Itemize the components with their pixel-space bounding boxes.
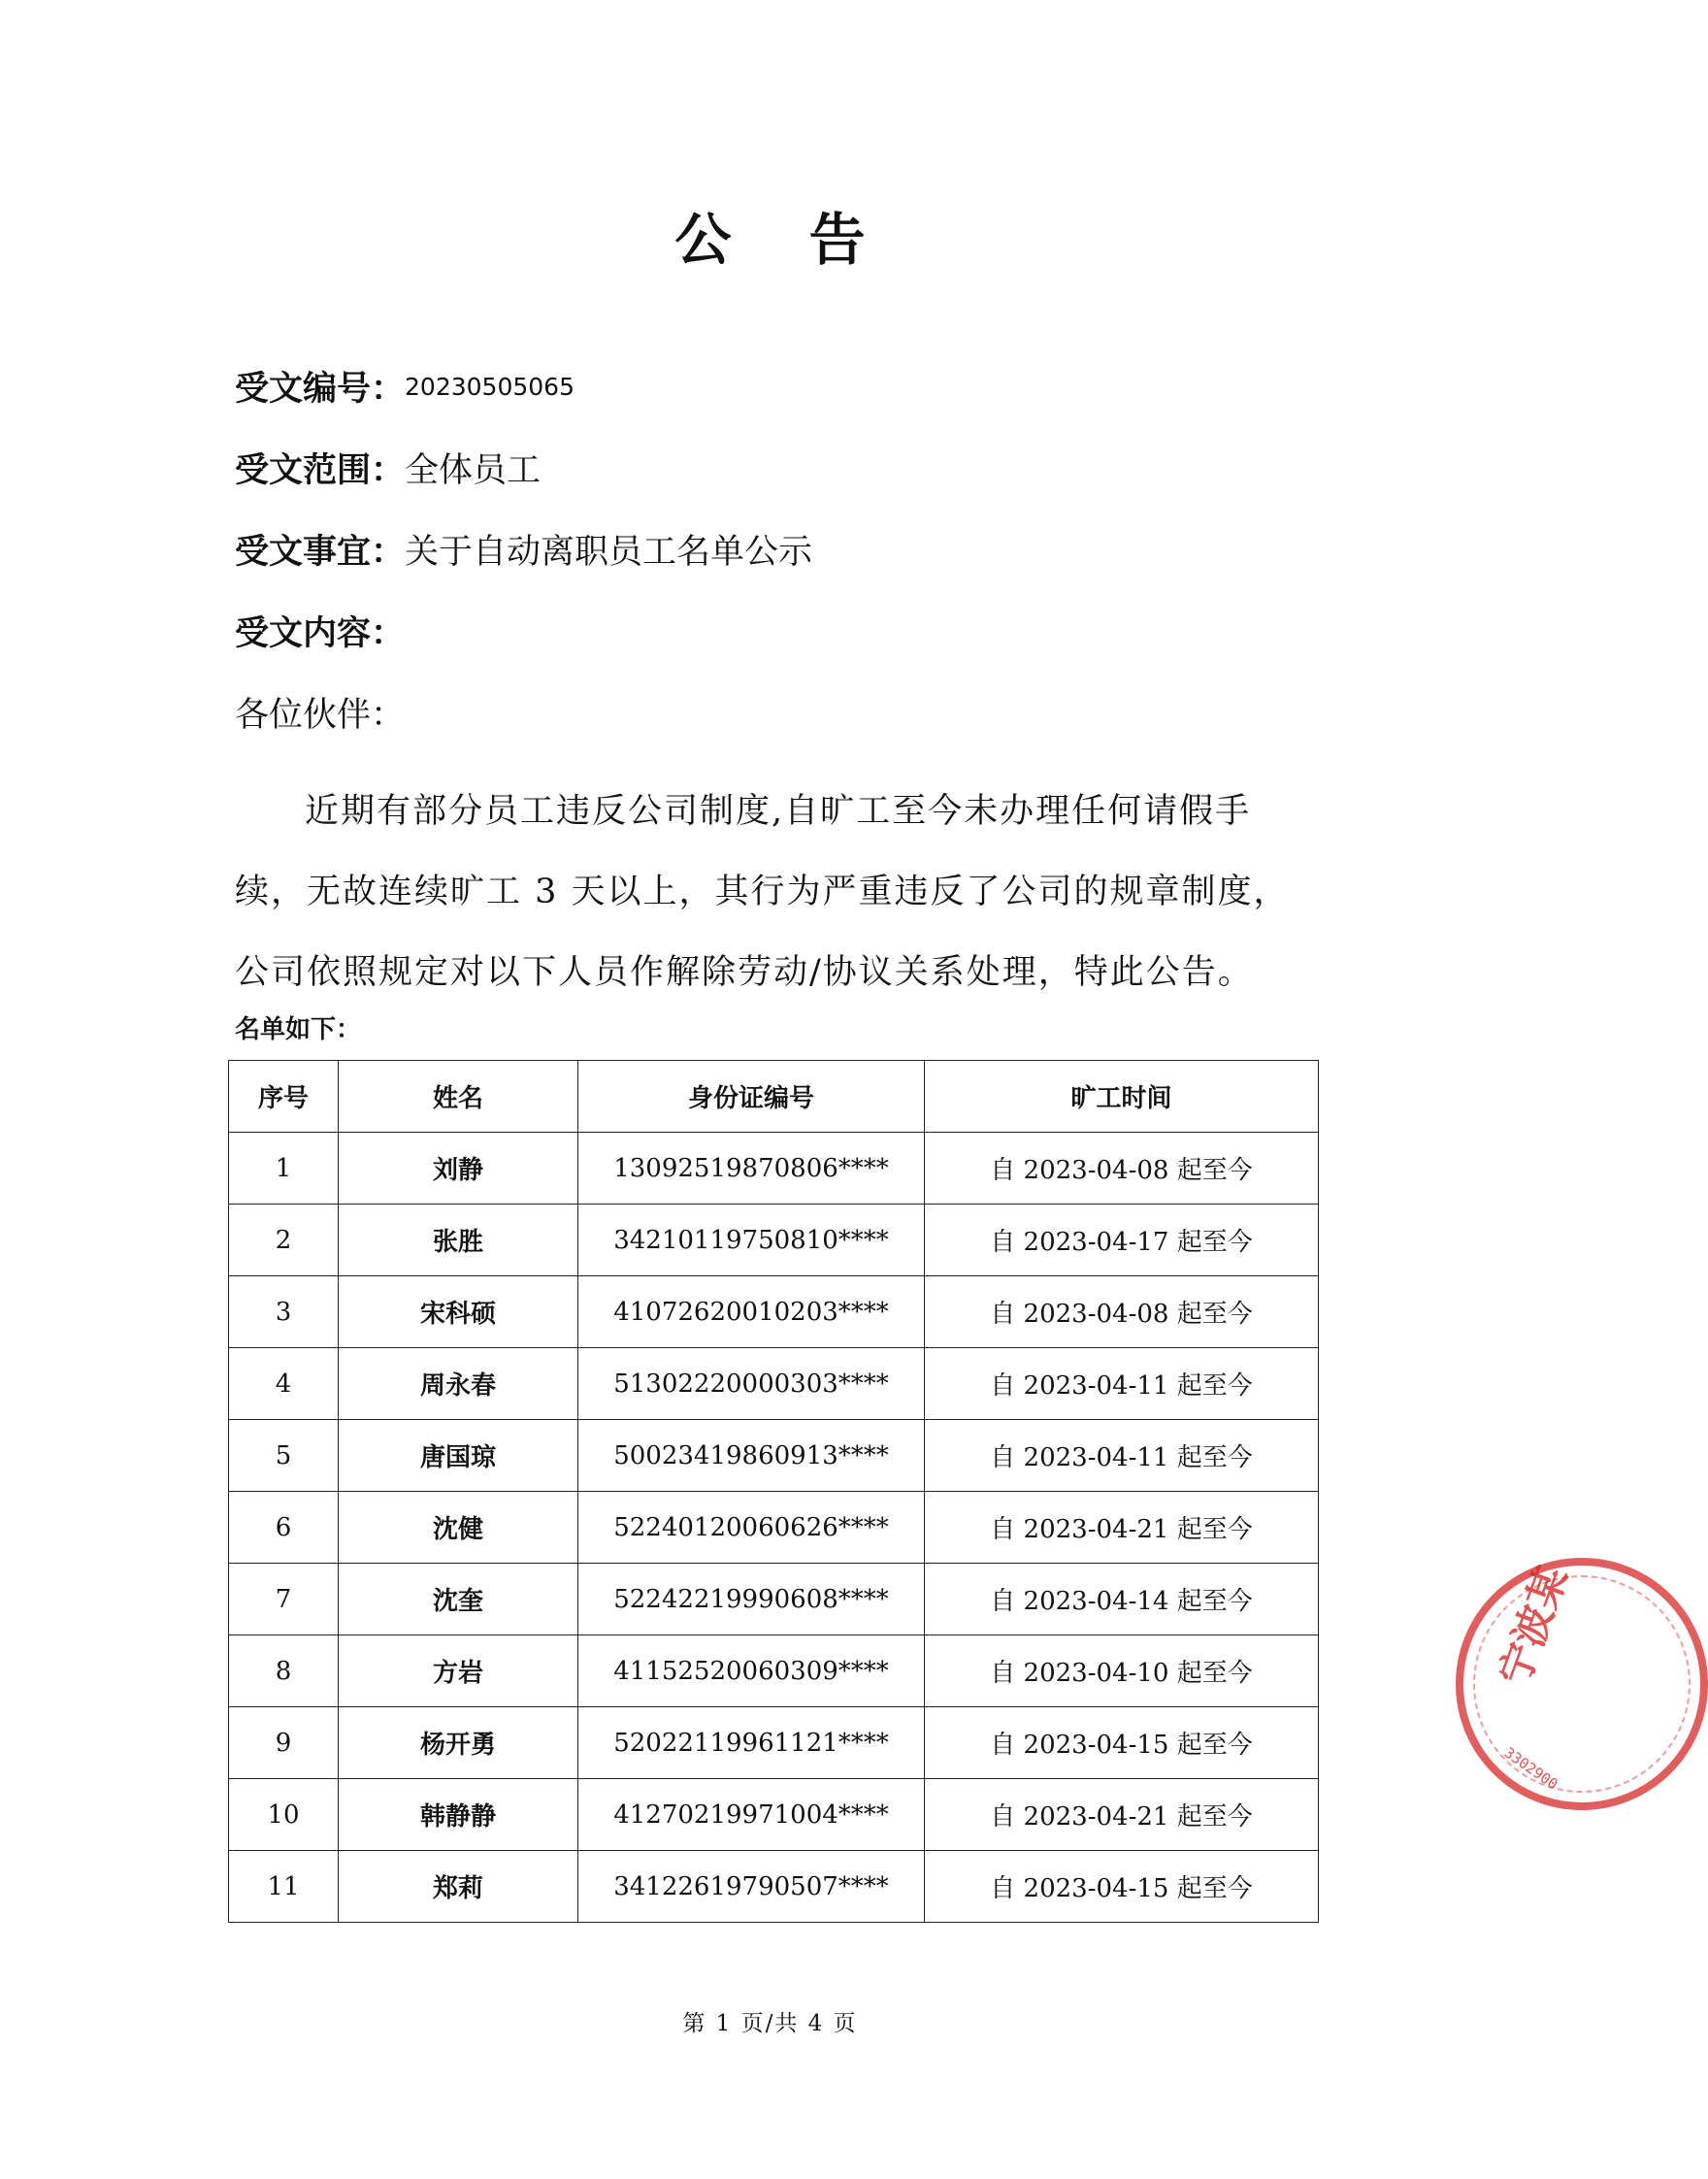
header-id: 身份证编号 — [578, 1061, 925, 1133]
cell-absence-time: 自 2023-04-14 起至今 — [925, 1564, 1319, 1635]
cell-id: 41072620010203**** — [578, 1276, 925, 1348]
cell-absence-time: 自 2023-04-17 起至今 — [925, 1205, 1319, 1276]
document-title: 公 告 — [674, 207, 895, 273]
cell-id: 34210119750810**** — [578, 1205, 925, 1276]
cell-name: 沈健 — [339, 1492, 578, 1564]
cell-name: 沈奎 — [339, 1564, 578, 1635]
cell-seq: 4 — [229, 1348, 339, 1420]
cell-seq: 10 — [229, 1779, 339, 1851]
cell-absence-time: 自 2023-04-15 起至今 — [925, 1851, 1319, 1923]
cell-absence-time: 自 2023-04-11 起至今 — [925, 1348, 1319, 1420]
cell-absence-time: 自 2023-04-21 起至今 — [925, 1492, 1319, 1564]
cell-name: 周永春 — [339, 1348, 578, 1420]
table-row — [229, 1635, 1319, 1707]
cell-name: 杨开勇 — [339, 1707, 578, 1779]
seal-text: 宁波某 — [1490, 1560, 1577, 1692]
table-row — [229, 1205, 1319, 1276]
dismissal-table — [228, 1060, 1319, 1923]
table-body — [229, 1133, 1319, 1923]
table-row — [229, 1420, 1319, 1492]
cell-id: 13092519870806**** — [578, 1133, 925, 1205]
table-row — [229, 1851, 1319, 1923]
cell-id: 52242219990608**** — [578, 1564, 925, 1635]
list-heading: 名单如下： — [235, 1015, 362, 1044]
table-row — [229, 1276, 1319, 1348]
cell-absence-time: 自 2023-04-10 起至今 — [925, 1635, 1319, 1707]
header-absence-time: 旷工时间 — [925, 1061, 1319, 1133]
cell-absence-time: 自 2023-04-21 起至今 — [925, 1779, 1319, 1851]
cell-id: 41152520060309**** — [578, 1635, 925, 1707]
meta-value: 20230505065 — [405, 373, 575, 401]
cell-seq: 6 — [229, 1492, 339, 1564]
cell-id: 50023419860913**** — [578, 1420, 925, 1492]
cell-seq: 8 — [229, 1635, 339, 1707]
meta-value: 全体员工 — [405, 451, 542, 490]
company-seal-stamp — [1456, 1558, 1708, 1810]
cell-seq: 5 — [229, 1420, 339, 1492]
table-header-row — [229, 1061, 1319, 1133]
cell-id: 52022119961121**** — [578, 1707, 925, 1779]
cell-seq: 11 — [229, 1851, 339, 1923]
meta-content — [235, 610, 405, 658]
table-row — [229, 1707, 1319, 1779]
meta-label: 受文事宜： — [235, 533, 406, 572]
cell-id: 52240120060626**** — [578, 1492, 925, 1564]
cell-seq: 1 — [229, 1133, 339, 1205]
header-seq: 序号 — [229, 1061, 339, 1133]
cell-absence-time: 自 2023-04-08 起至今 — [925, 1276, 1319, 1348]
seal-code: 3302900 — [1500, 1743, 1561, 1794]
table-row — [229, 1348, 1319, 1420]
cell-name: 宋科硕 — [339, 1276, 578, 1348]
cell-seq: 9 — [229, 1707, 339, 1779]
cell-name: 刘静 — [339, 1133, 578, 1205]
table-row — [229, 1492, 1319, 1564]
cell-name: 郑莉 — [339, 1851, 578, 1923]
cell-seq: 2 — [229, 1205, 339, 1276]
body-paragraph: 近期有部分员工违反公司制度,自旷工至今未办理任何请假手续，无故连续旷工 3 天以上，其行为严重违反了公司的规章制度，公司依照规定对以下人员作解除劳动/协议关系处理，特此公告。 — [235, 792, 1290, 992]
cell-id: 51302220000303**** — [578, 1348, 925, 1420]
meta-label: 受文内容： — [235, 614, 406, 653]
meta-value: 关于自动离职员工名单公示 — [405, 533, 813, 572]
meta-scope — [235, 446, 541, 495]
cell-name: 方岩 — [339, 1635, 578, 1707]
table-row — [229, 1779, 1319, 1851]
meta-label: 受文编号： — [235, 370, 406, 409]
cell-name: 张胜 — [339, 1205, 578, 1276]
table-row — [229, 1564, 1319, 1635]
meta-document-number — [235, 365, 575, 416]
greeting: 各位伙伴： — [235, 696, 406, 735]
cell-name: 唐国琼 — [339, 1420, 578, 1492]
meta-subject — [235, 528, 812, 577]
cell-id: 41270219971004**** — [578, 1779, 925, 1851]
cell-seq: 7 — [229, 1564, 339, 1635]
cell-absence-time: 自 2023-04-15 起至今 — [925, 1707, 1319, 1779]
table-row — [229, 1133, 1319, 1205]
page-footer: 第 1 页/共 4 页 — [682, 2011, 858, 2036]
cell-absence-time: 自 2023-04-08 起至今 — [925, 1133, 1319, 1205]
cell-id: 34122619790507**** — [578, 1851, 925, 1923]
cell-seq: 3 — [229, 1276, 339, 1348]
meta-label: 受文范围： — [235, 451, 406, 490]
cell-name: 韩静静 — [339, 1779, 578, 1851]
cell-absence-time: 自 2023-04-11 起至今 — [925, 1420, 1319, 1492]
header-name: 姓名 — [339, 1061, 578, 1133]
